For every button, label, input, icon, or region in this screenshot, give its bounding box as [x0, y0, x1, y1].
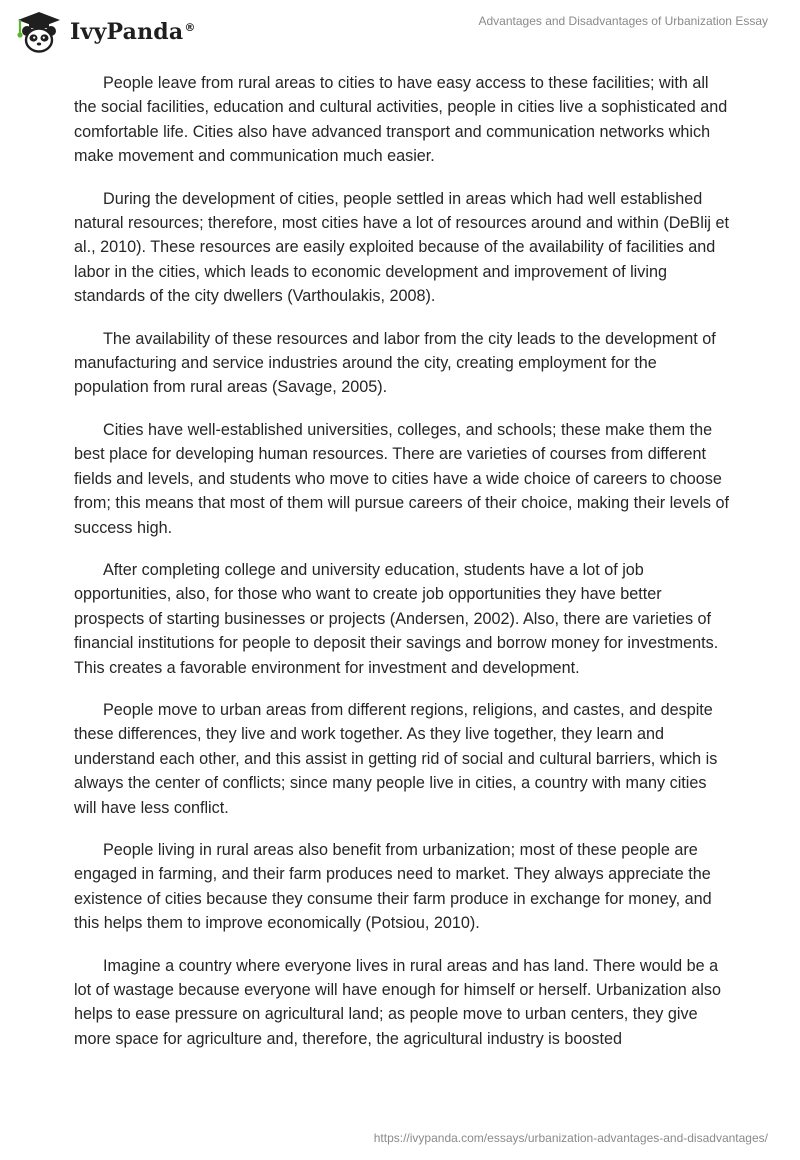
paragraph: The availability of these resources and labor from the city leads to the development of manufacturing and service industries around the city, creating employment for the population from rural areas (Savage, 2005). — [74, 329, 716, 397]
logo-text: IvyPanda® — [70, 19, 196, 45]
panda-graduate-icon — [14, 10, 64, 54]
paragraph: People leave from rural areas to cities to have easy access to these facilities; with all the social facilities, education and cultural activities, people in cities live a sophisticated and comfortable life. Cities also have advanced transport and communication networks which make movement and communication much easier. — [74, 74, 728, 166]
ivypanda-logo[interactable] — [14, 10, 196, 54]
paragraph: Imagine a country where everyone lives in rural areas and has land. There would be a lot of wastage because everyone will have enough for himself or herself. Urbanization also helps to ease pressure on agricultural land; as people move to urban centers, they give more space for agriculture and, therefore, the agricultural industry is boosted — [74, 956, 721, 1048]
paragraph: Cities have well-established universities, colleges, and schools; these make them the best place for developing human resources. There are varieties of courses from different fields and levels, and students who move to cities have a wide choice of careers to choose from; this means that most of them will pursue careers of their choice, making their levels of success high. — [74, 420, 729, 537]
document-title: Advantages and Disadvantages of Urbanization Essay — [478, 14, 768, 28]
paragraph: People living in rural areas also benefit from urbanization; most of these people are engaged in farming, and their farm produces need to market. They always appreciate the existence of cities because they consume their farm produce in exchange for money, and this helps them to improve economically (Potsiou, 2010). — [74, 840, 712, 933]
source-url[interactable]: https://ivypanda.com/essays/urbanization-advantages-and-disadvantages/ — [373, 1131, 768, 1145]
paragraph: People move to urban areas from different regions, religions, and castes, and despite these differences, they live and work together. As they live together, they learn and understand each other, and this assist in getting rid of social and cultural barriers, which is always the center of conflicts; since many people live in cities, a country with many cities will have less conflict. — [74, 700, 718, 817]
paragraph: After completing college and university education, students have a lot of job opportunities, also, for those who want to create job opportunities they have better prospects of starting businesses or projects (Andersen, 2002). Also, there are varieties of financial institutions for people to deposit their savings and borrow money for investments. This creates a favorable environment for investment and development. — [74, 560, 719, 677]
paragraph: During the development of cities, people settled in areas which had well established natural resources; therefore, most cities have a lot of resources around and within (DeBlij et al., 2010). These resources are easily exploited because of the availability of facilities and labor in the cities, which leads to economic development and improvement of living standards of the city dwellers (Varthoulakis, 2008). — [74, 189, 730, 306]
essay-body — [74, 71, 730, 1069]
page-header — [0, 0, 800, 60]
registered-mark: ® — [184, 20, 196, 34]
